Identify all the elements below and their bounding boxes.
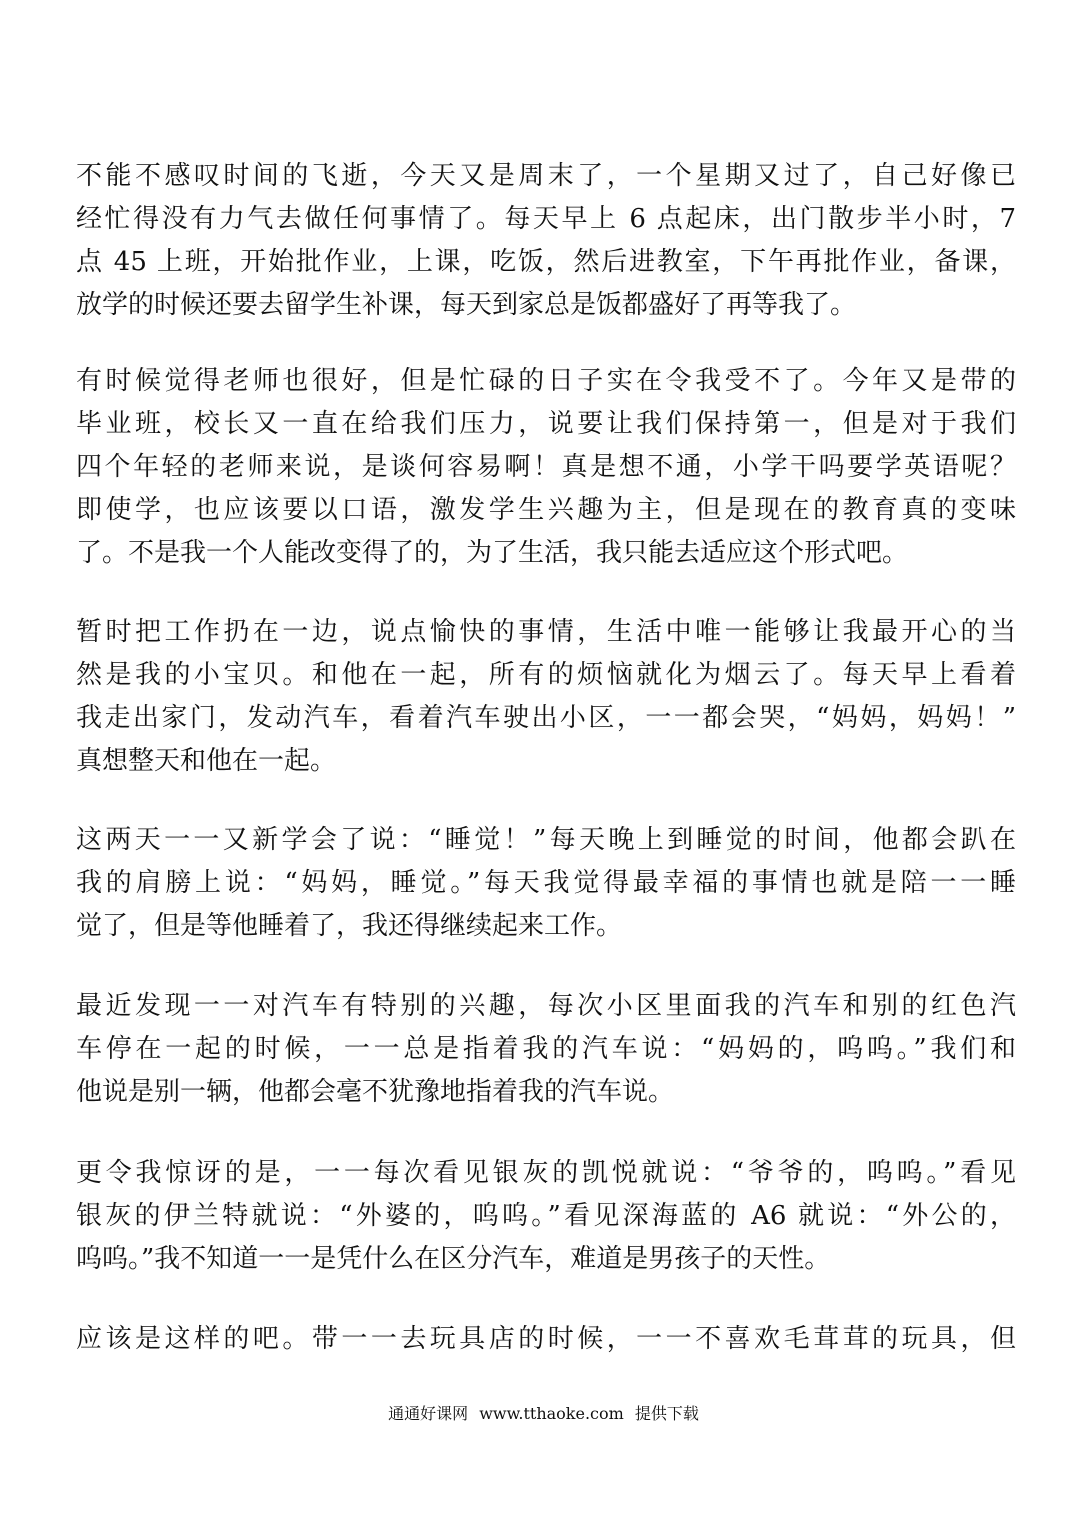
text-line: 了。不是我一个人能改变得了的，为了生活，我只能去适应这个形式吧。 xyxy=(76,538,909,568)
text-line: 银灰的伊兰特就说：“外婆的，呜呜。”看见深海蓝的 A6 就说：“外公的， xyxy=(76,1201,1016,1231)
text-line: 点 45 上班，开始批作业，上课，吃饭，然后进教室，下午再批作业，备课， xyxy=(76,247,1016,277)
text-line: 这两天一一又新学会了说：“睡觉！”每天晚上到睡觉的时间，他都会趴在 xyxy=(76,825,1016,855)
paragraph-7 xyxy=(76,1318,1016,1361)
text-line: 觉了，但是等他睡着了，我还得继续起来工作。 xyxy=(76,911,623,941)
footer-site-name: 通通好课网 xyxy=(388,1404,469,1423)
text-line: 车停在一起的时候，一一总是指着我的汽车说：“妈妈的，呜呜。”我们和 xyxy=(76,1034,1016,1064)
text-line: 我的肩膀上说：“妈妈，睡觉。”每天我觉得最幸福的事情也就是陪一一睡 xyxy=(76,868,1016,898)
text-line: 四个年轻的老师来说，是谈何容易啊！真是想不通，小学干吗要学英语呢？ xyxy=(76,452,1016,482)
paragraph-6 xyxy=(76,1152,1016,1281)
text-line: 他说是别一辆，他都会毫不犹豫地指着我的汽车说。 xyxy=(76,1077,675,1107)
text-line: 更令我惊讶的是，一一每次看见银灰的凯悦就说：“爷爷的，呜呜。”看见 xyxy=(76,1158,1016,1188)
paragraph-3 xyxy=(76,611,1016,783)
footer-suffix: 提供下载 xyxy=(634,1404,699,1423)
text-line: 最近发现一一对汽车有特别的兴趣，每次小区里面我的汽车和别的红色汽 xyxy=(76,991,1016,1021)
text-line: 经忙得没有力气去做任何事情了。每天早上 6 点起床，出门散步半小时，7 xyxy=(76,204,1016,234)
page-footer xyxy=(0,1402,1087,1426)
text-line: 我走出家门，发动汽车，看着汽车驶出小区，一一都会哭，“妈妈，妈妈！” xyxy=(76,703,1016,733)
text-line: 暂时把工作扔在一边，说点愉快的事情，生活中唯一能够让我最开心的当 xyxy=(76,617,1016,647)
paragraph-2 xyxy=(76,360,1016,575)
paragraph-4 xyxy=(76,819,1016,948)
footer-url: www.tthaoke.com xyxy=(479,1404,624,1423)
text-line: 毕业班，校长又一直在给我们压力，说要让我们保持第一，但是对于我们 xyxy=(76,409,1016,439)
text-line: 真想整天和他在一起。 xyxy=(76,746,337,776)
paragraph-5 xyxy=(76,985,1016,1114)
text-line: 即使学，也应该要以口语，激发学生兴趣为主，但是现在的教育真的变味 xyxy=(76,495,1016,525)
text-line: 应该是这样的吧。带一一去玩具店的时候，一一不喜欢毛茸茸的玩具，但 xyxy=(76,1324,1016,1354)
text-line: 放学的时候还要去留学生补课，每天到家总是饭都盛好了再等我了。 xyxy=(76,290,857,320)
paragraph-1 xyxy=(76,155,1016,327)
text-line: 呜呜。”我不知道一一是凭什么在区分汽车，难道是男孩子的天性。 xyxy=(76,1244,831,1274)
text-line: 不能不感叹时间的飞逝，今天又是周末了，一个星期又过了，自己好像已 xyxy=(76,161,1016,191)
text-line: 然是我的小宝贝。和他在一起，所有的烦恼就化为烟云了。每天早上看着 xyxy=(76,660,1016,690)
text-line: 有时候觉得老师也很好，但是忙碌的日子实在令我受不了。今年又是带的 xyxy=(76,366,1016,396)
